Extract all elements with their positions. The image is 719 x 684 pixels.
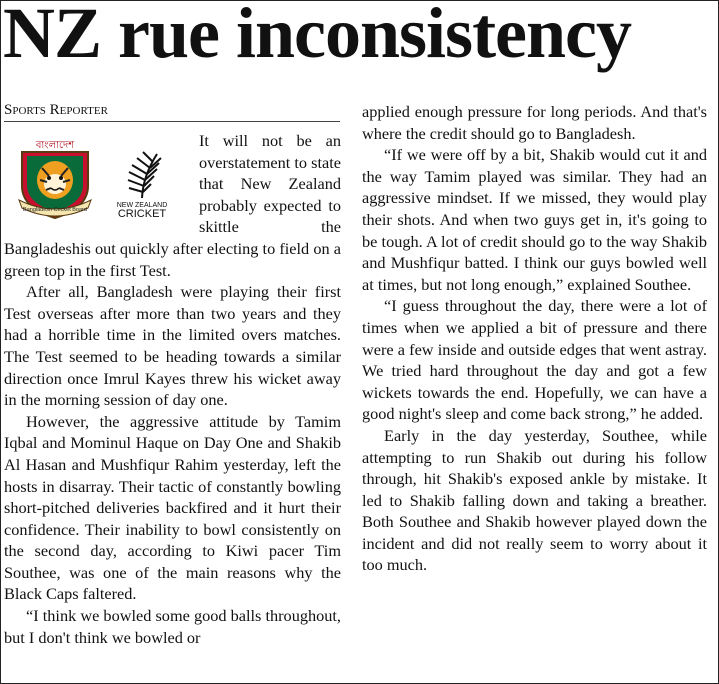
article-paragraph: After all, Bangladesh were playing their first Test overseas after more than two years and they had a horrible time in the limited overs matches. The Test seemed to be heading towards a similar direction once Imrul Kayes threw his wicket away in the morning session of day one. — [4, 282, 341, 410]
logos — [4, 130, 191, 220]
svg-text:বাংলাদেশ: বাংলাদেশ — [35, 140, 75, 151]
article-paragraph: “I guess throughout the day, there were a lot of times when we applied a bit of pressure and there were a few inside and outside edges that went astray. We tried hard throughout the day and got a few wickets towards the end. Hopefully, we can have a good night's sleep and come back strong,” he added. — [362, 296, 707, 424]
svg-text:CRICKET: CRICKET — [117, 208, 167, 218]
article-column-left — [4, 130, 341, 648]
article-paragraph: “I think we bowled some good balls throughout, but I don't think we bowled or — [4, 606, 341, 647]
bangladesh-cricket-logo-icon — [16, 138, 94, 220]
silver-fern-icon — [107, 148, 177, 218]
article-paragraph: It will not be an overstatement to state that New Zealand probably expected to skittle the Bangladeshis out quickly after electing to field on a green top in the first Test. — [4, 131, 341, 280]
article-column-right — [362, 101, 707, 576]
svg-text:Bangladesh Cricket Board: Bangladesh Cricket Board — [23, 207, 87, 213]
svg-text:NEW ZEALAND: NEW ZEALAND — [116, 202, 168, 209]
article-paragraph: Early in the day yesterday, Southee, while attempting to run Shakib out during his follow through, hit Shakib's exposed ankle by mistake. It led to Shakib falling down and taking a breather. Both Southee and Shakib however played down the incident and did not really seem to worry about it too much. — [362, 425, 707, 575]
byline: Sports Reporter — [4, 101, 340, 122]
article-paragraph: However, the aggressive attitude by Tamim Iqbal and Mominul Haque on Day One and Shakib Al Hasan and Mushfiqur Rahim yesterday, left the hosts in disarray. Their tactic of constantly bowling short-pitched deliveries backfired and it hurt their confidence. Their inability to bowl consistently on the second day, according to Kiwi pacer Tim Southee, was one of the main reasons why the Black Caps faltered. — [4, 411, 341, 604]
article-paragraph: applied enough pressure for long periods. And that's where the credit should go to Bangladesh. — [362, 102, 707, 143]
headline: NZ rue inconsistency — [3, 0, 631, 73]
article-paragraph: “If we were off by a bit, Shakib would cut it and the way Tamim played was similar. They had an aggressive mindset. If we missed, they would play their shots. And when two guys get in, it's going to be tough. A lot of credit should go to the way Shakib and Mushfiqur batted. I think our guys bowled well at times, but not long enough,” explained Southee. — [362, 145, 707, 294]
